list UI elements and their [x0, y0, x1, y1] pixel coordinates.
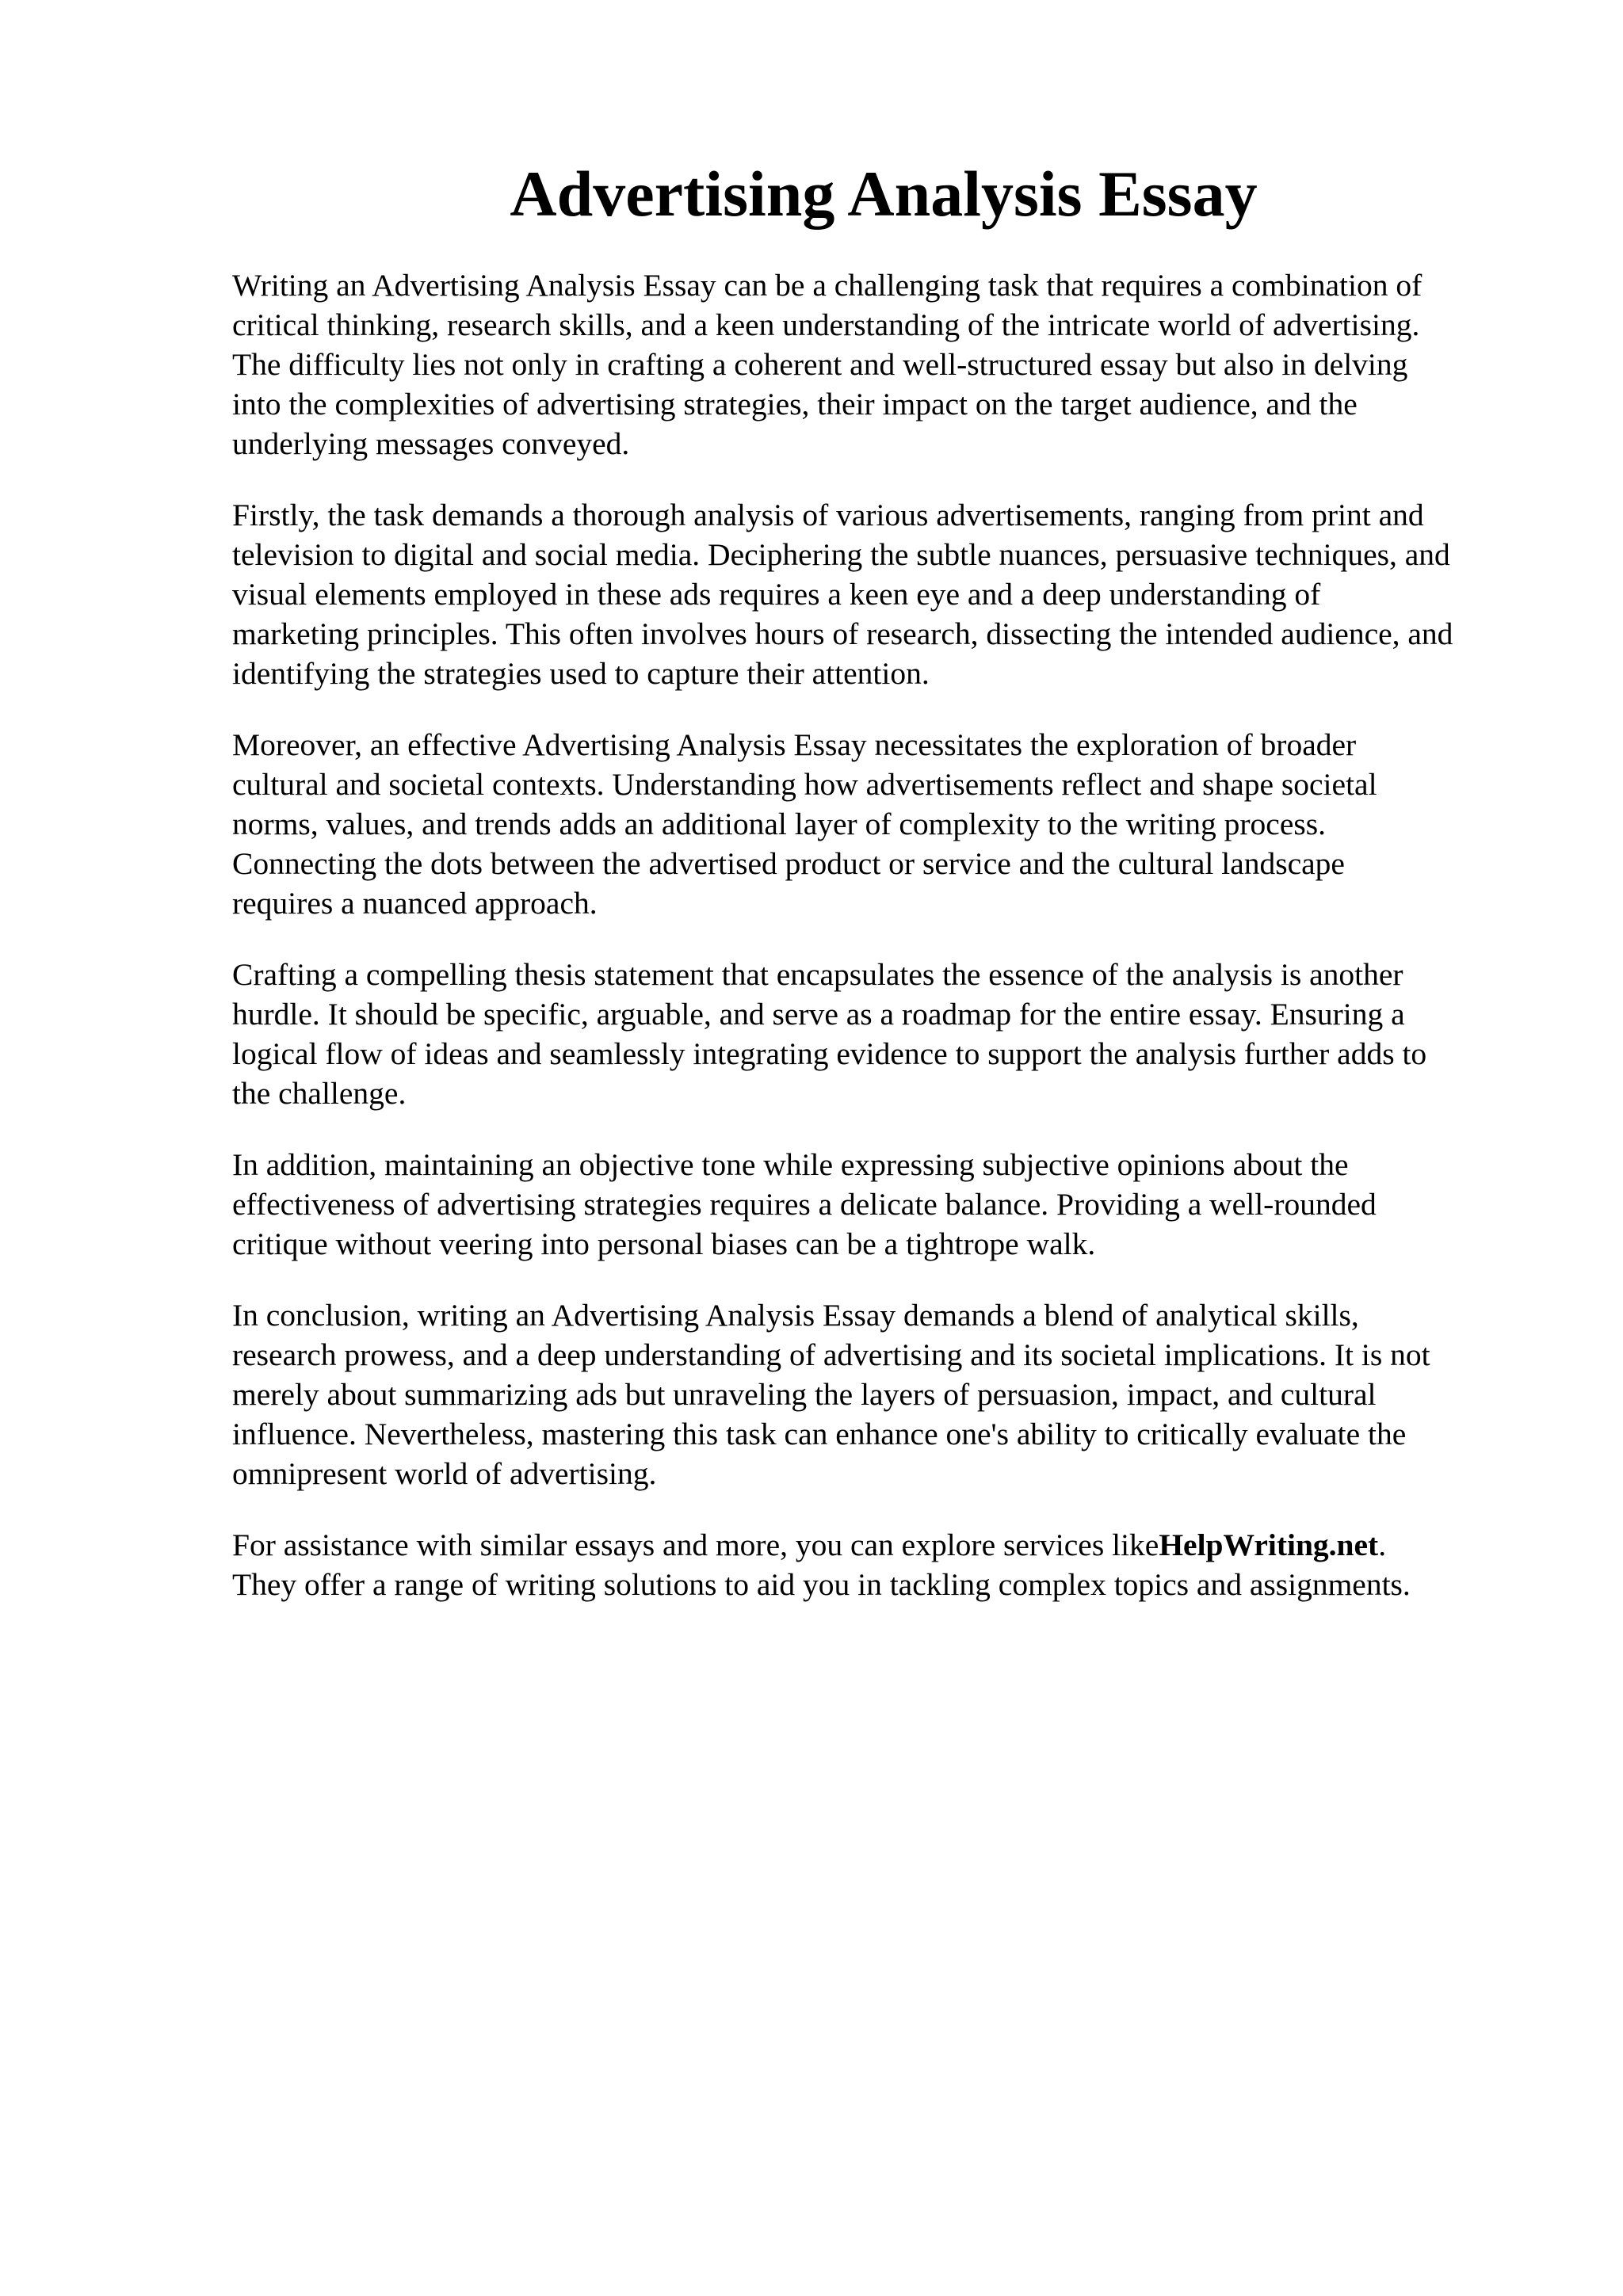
- paragraph-line: underlying messages conveyed.: [232, 426, 630, 461]
- paragraph-line: The difficulty lies not only in crafting a coherent and well-structured essay but also in delving: [232, 347, 1408, 382]
- paragraph-line: logical flow of ideas and seamlessly integrating evidence to support the analysis further adds to: [232, 1036, 1427, 1071]
- closing-paragraph: [232, 1525, 1532, 1604]
- paragraph-line: marketing principles. This often involves hours of research, dissecting the intended audience, and: [232, 616, 1453, 651]
- paragraph-2: [232, 495, 1532, 693]
- paragraph-line: Firstly, the task demands a thorough analysis of various advertisements, ranging from print and: [232, 498, 1424, 532]
- paragraph-line: In addition, maintaining an objective tone while expressing subjective opinions about the: [232, 1147, 1349, 1182]
- paragraph-line: effectiveness of advertising strategies requires a delicate balance. Providing a well-rounded: [232, 1187, 1377, 1222]
- paragraph-4: [232, 955, 1532, 1113]
- paragraph-line: into the complexities of advertising strategies, their impact on the target audience, and the: [232, 387, 1358, 421]
- closing-line-2: They offer a range of writing solutions to aid you in tackling complex topics and assignments.: [232, 1567, 1411, 1602]
- paragraph-line: hurdle. It should be specific, arguable, and serve as a roadmap for the entire essay. Ensuring a: [232, 997, 1405, 1032]
- paragraph-line: the challenge.: [232, 1076, 407, 1111]
- essay-body: [232, 265, 1532, 1604]
- paragraph-line: Moreover, an effective Advertising Analysis Essay necessitates the exploration of broader: [232, 727, 1357, 762]
- paragraph-5: [232, 1145, 1532, 1264]
- paragraph-line: visual elements employed in these ads requires a keen eye and a deep understanding of: [232, 577, 1321, 612]
- closing-line-1: [232, 1525, 1532, 1565]
- paragraph-line: research prowess, and a deep understanding of advertising and its societal implications. It is not: [232, 1337, 1430, 1372]
- paragraph-line: In conclusion, writing an Advertising Analysis Essay demands a blend of analytical skills,: [232, 1298, 1359, 1333]
- paragraph-3: [232, 725, 1532, 923]
- paragraph-line: critical thinking, research skills, and a keen understanding of the intricate world of advertising.: [232, 307, 1420, 342]
- paragraph-line: television to digital and social media. Deciphering the subtle nuances, persuasive techniques, and: [232, 537, 1450, 572]
- paragraph-line: requires a nuanced approach.: [232, 886, 598, 921]
- paragraph-line: identifying the strategies used to capture their attention.: [232, 656, 930, 691]
- paragraph-line: influence. Nevertheless, mastering this task can enhance one's ability to critically evaluate the: [232, 1417, 1407, 1451]
- paragraph-line: Writing an Advertising Analysis Essay can be a challenging task that requires a combination of: [232, 268, 1423, 303]
- page-title: Advertising Analysis Essay: [510, 158, 1258, 230]
- closing-period: .: [1378, 1527, 1387, 1562]
- paragraph-line: critique without veering into personal biases can be a tightrope walk.: [232, 1226, 1096, 1261]
- paragraph-line: merely about summarizing ads but unraveling the layers of persuasion, impact, and cultural: [232, 1377, 1377, 1412]
- paragraph-line: omnipresent world of advertising.: [232, 1456, 657, 1491]
- brand-link[interactable]: HelpWriting.net: [1159, 1527, 1379, 1562]
- paragraph-6: [232, 1295, 1532, 1493]
- paragraph-line: Connecting the dots between the advertised product or service and the cultural landscape: [232, 846, 1345, 881]
- paragraph-line: Crafting a compelling thesis statement that encapsulates the essence of the analysis is another: [232, 957, 1403, 992]
- paragraph-line: norms, values, and trends adds an additional layer of complexity to the writing process.: [232, 807, 1326, 841]
- paragraph-line: cultural and societal contexts. Understanding how advertisements reflect and shape societal: [232, 767, 1377, 802]
- closing-text: For assistance with similar essays and more, you can explore services like: [232, 1527, 1159, 1562]
- paragraph-1: [232, 265, 1532, 463]
